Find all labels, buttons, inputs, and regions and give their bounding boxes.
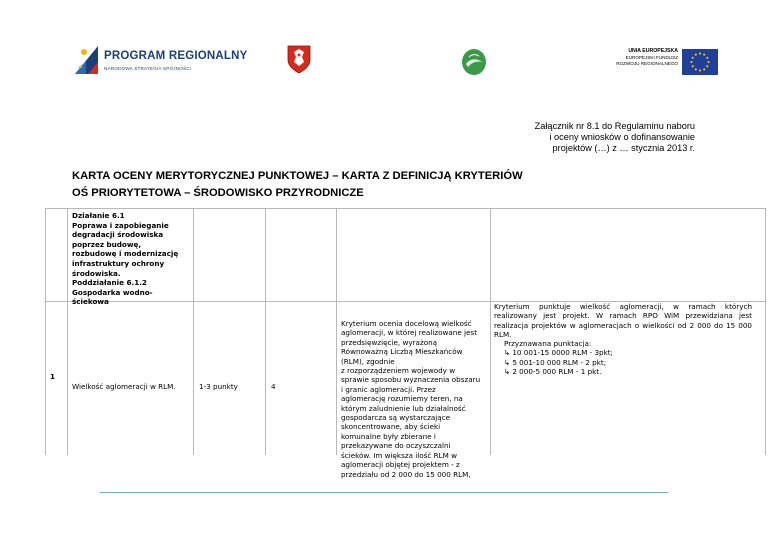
action-line: infrastruktury ochrony: [72, 258, 165, 268]
criterion-description: [341, 319, 489, 479]
voivodeship-crest: [286, 44, 312, 74]
eu-logo-fund-line2: ROZWOJU REGIONALNEGO: [616, 61, 678, 67]
annex-line-1: Załącznik nr 8.1 do Regulaminu naboru: [534, 121, 695, 131]
voivodeship-crest-icon: [286, 44, 312, 74]
scoring-item-text: 2 000-5 000 RLM - 1 pkt.: [512, 367, 602, 377]
row-number: 1: [50, 372, 56, 381]
description-line: komunalne były zbierane i: [341, 431, 436, 441]
arrow-bullet-icon: ↳: [504, 348, 511, 358]
action-cell: [72, 211, 184, 307]
document-title: KARTA OCENY MERYTORYCZNEJ PUNKTOWEJ – KARTA Z DEFINICJĄ KRYTERIÓW: [72, 170, 523, 182]
eu-logo-fund-line1: EUROPEJSKI FUNDUSZ: [625, 55, 678, 60]
description-line: aglomeracji, w której realizowane jest: [341, 328, 478, 338]
description-line: i granic aglomeracji. Przez: [341, 384, 436, 394]
action-line: poprzez budowę,: [72, 239, 142, 249]
program-regionalny-logo: [72, 44, 248, 78]
action-line: środowiska.: [72, 268, 121, 278]
green-circle-logo: [461, 48, 487, 76]
program-logo-title: PROGRAM REGIONALNY: [104, 50, 248, 62]
description-line: aglomeracji objętej projektem - z: [341, 460, 460, 470]
scoring-header: Przyznawana punktacja:: [504, 339, 592, 349]
description-line: gospodarcza są wystarczające: [341, 413, 451, 423]
description-line: skoncentrowane, aby ścieki: [341, 422, 441, 432]
criterion-name: Wielkość aglomeracji w RLM.: [72, 382, 176, 391]
scoring-item: [494, 367, 752, 376]
scoring-item: [494, 358, 752, 367]
action-line: degradacji środowiska: [72, 230, 164, 240]
eu-flag-icon: [682, 49, 718, 75]
description-line: Kryterium ocenia docelową wielkość: [341, 319, 472, 328]
annex-note: [480, 121, 695, 155]
action-line: Działanie 6.1: [72, 211, 125, 220]
annex-line-3: projektów (…) z … stycznia 2013 r.: [552, 143, 695, 154]
program-regionalny-logo-icon: [72, 44, 102, 78]
table-col-divider: [193, 208, 194, 455]
description-line: którym zaludnienie lub działalność: [341, 403, 466, 413]
action-line: ściekowa: [72, 297, 109, 307]
table-col-divider: [265, 208, 266, 455]
eu-logo-title: UNIA EUROPEJSKA: [628, 48, 678, 54]
scoring-rules: [494, 302, 752, 376]
description-line: (RLM), zgodnie: [341, 356, 395, 366]
table-border-right: [765, 208, 766, 455]
program-logo-subtitle: NARODOWA STRATEGIA SPÓJNOŚCI: [104, 66, 192, 71]
annex-line-2: i oceny wniosków o dofinansowanie: [549, 132, 695, 143]
table-col-divider: [490, 208, 491, 455]
criterion-weight: 4: [271, 382, 276, 391]
green-circle-logo-icon: [461, 48, 487, 76]
description-line: przedziału od 2 000 do 15 000 RLM,: [341, 469, 471, 479]
scoring-rules-text: Kryterium punktuje wielkość aglomeracji, w ramach których realizowany jest projekt. W ramach RPO WiM przewidziana jest realizacja projektów w aglomeracjach o wielkości od 2 000 do 15 000 RLM.: [494, 302, 752, 339]
description-line: z rozporządzeniem wojewody w: [341, 366, 456, 376]
scoring-item-text: 10 001-15 0000 RLM - 3pkt;: [512, 348, 613, 358]
action-line: rozbudowę i modernizację: [72, 249, 179, 259]
scoring-item: [494, 348, 752, 357]
table-col-divider: [336, 208, 337, 455]
description-line: aglomerację rozumiemy teren, na: [341, 394, 463, 404]
table-border-top: [45, 208, 765, 209]
scoring-item-text: 5 001-10 000 RLM - 2 pkt;: [512, 357, 607, 367]
description-line: przedsięwzięcie, wyrażoną: [341, 337, 438, 347]
points-range: 1-3 punkty: [199, 382, 238, 391]
table-border-left: [45, 208, 46, 455]
footer-divider: [100, 492, 668, 493]
action-line: Poprawa i zapobieganie: [72, 220, 169, 230]
description-line: sprawie sposobu wyznaczenia obszaru: [341, 375, 481, 385]
priority-axis-title: OŚ PRIORYTETOWA – ŚRODOWISKO PRZYRODNICZE: [72, 187, 364, 199]
action-line: Gospodarka wodno-: [72, 287, 153, 297]
table-col-divider: [67, 208, 68, 455]
eu-logo: [608, 46, 718, 78]
arrow-bullet-icon: ↳: [504, 357, 511, 367]
arrow-bullet-icon: ↳: [504, 367, 511, 377]
description-line: ścieków. Im większa ilość RLM w: [341, 450, 458, 460]
description-line: Równoważną Liczbą Mieszkańców: [341, 347, 463, 357]
action-line: Poddziałanie 6.1.2: [72, 278, 147, 288]
description-line: przekazywane do oczyszczalni: [341, 441, 451, 451]
